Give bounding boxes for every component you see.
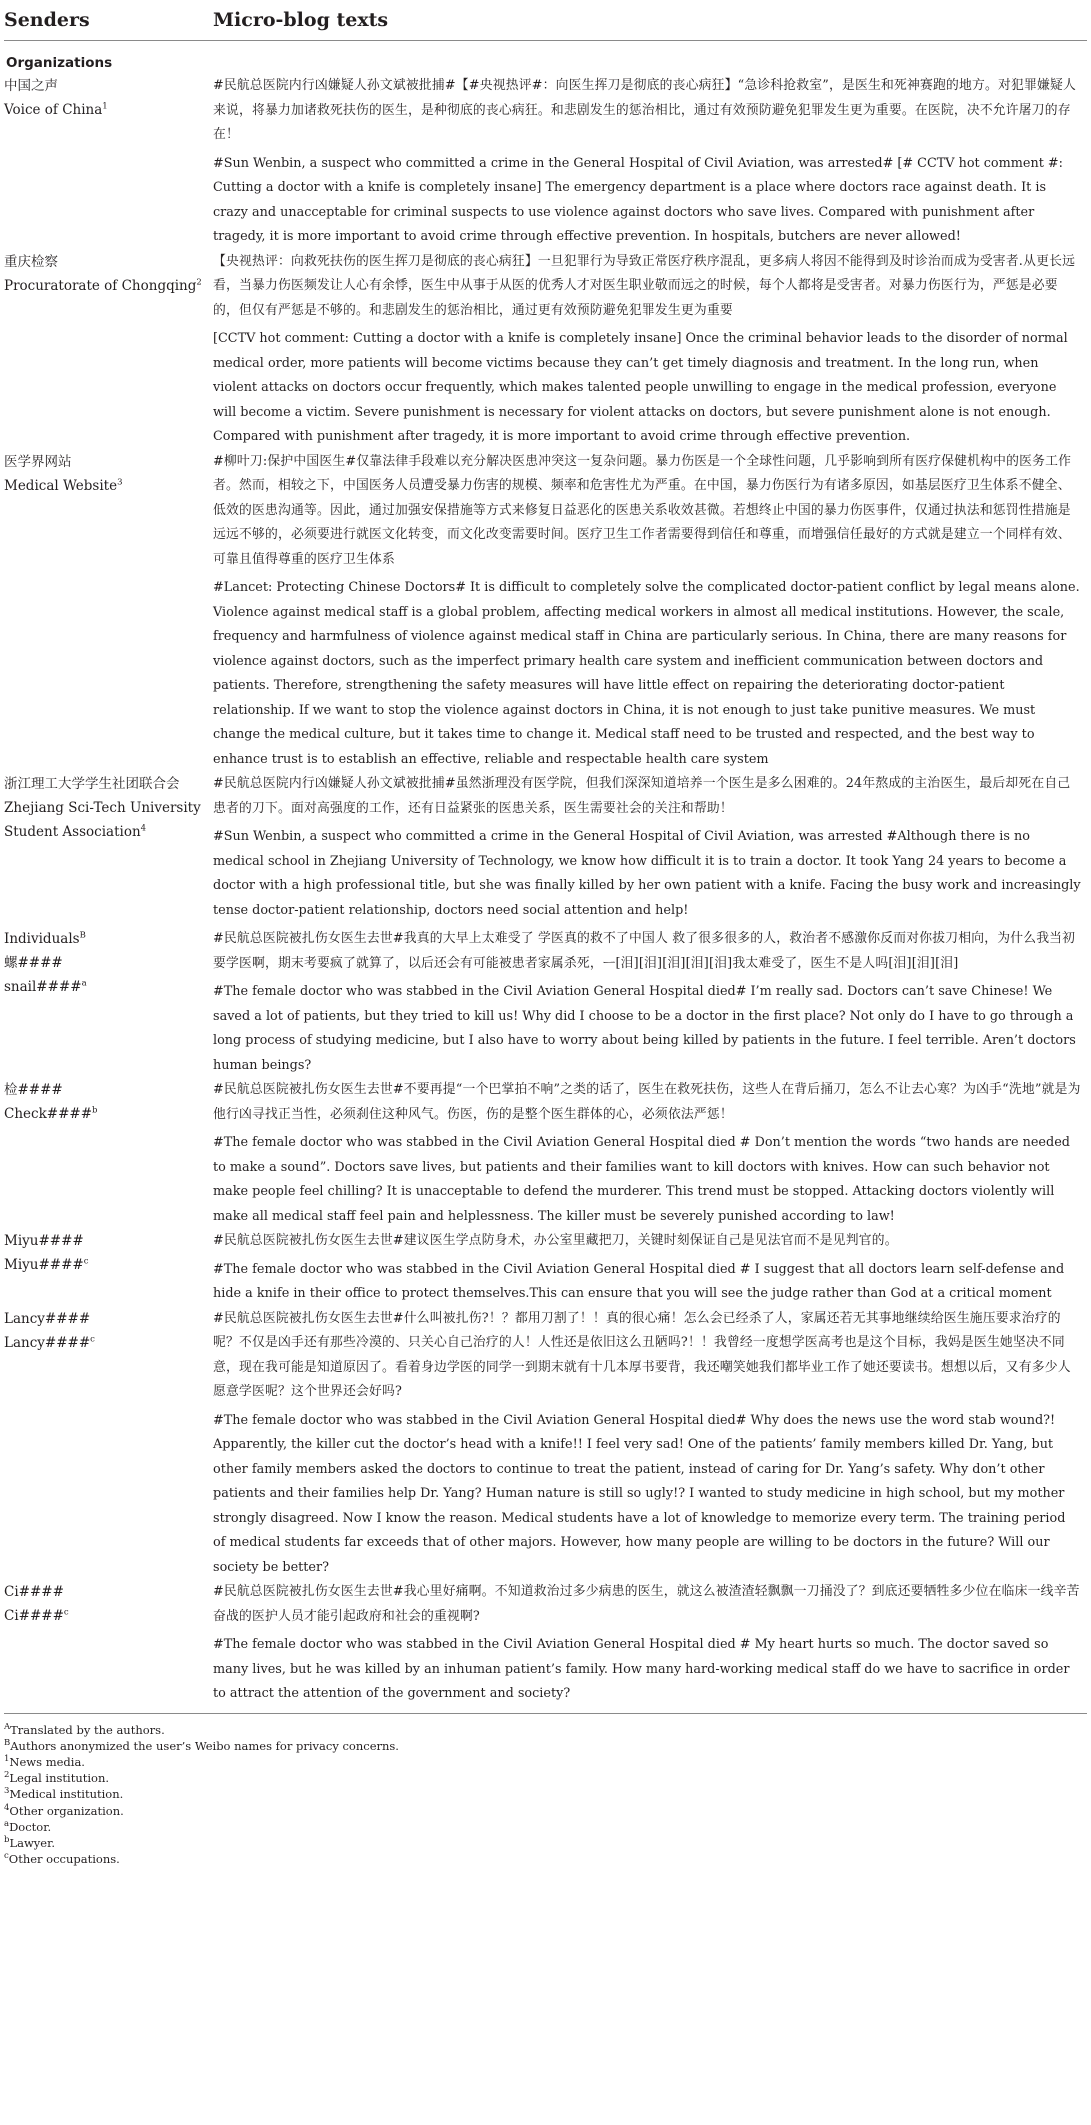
- table-row: [4, 772, 1087, 923]
- sender-cell: [4, 1580, 211, 1707]
- table-row: [4, 250, 1087, 450]
- sender-footnote-mark: B: [79, 930, 86, 941]
- sender-name-en: Check####$^b$: [4, 1105, 98, 1122]
- sender-name-zh: 中国之声: [4, 78, 58, 94]
- post-text-cell: [211, 1580, 1087, 1707]
- post-text-cell: [211, 450, 1087, 773]
- post-text-en: #The female doctor who was stabbed in the Civil Aviation General Hospital died # My heart hurts so much. The doctor saved so many lives, but he was killed by an inhuman patient’s family. How many hard-working medical staff do we have to sacrifice in order to attract the attention of the government and society?: [213, 1637, 1070, 1701]
- sender-name-en: Voice of China$^1$: [4, 101, 108, 118]
- footnote: $^B$Authors anonymized the user’s Weibo names for privacy concerns.: [4, 1737, 399, 1753]
- footnote: $^1$News media.: [4, 1754, 85, 1769]
- sender-cell: [4, 1078, 211, 1229]
- section-organizations: Organizations: [6, 55, 113, 71]
- post-text-en: #The female doctor who was stabbed in the Civil Aviation General Hospital died# Why does the news use the word stab wound?! Apparently, the killer cut the doctor’s head with a knife!! I feel very sad! One of the patients’ family members killed Dr. Yang, but other family members asked the doctors to continue to treat the patient, instead of caring for Dr. Yang’s safety. Why don’t other patients and their families help Dr. Yang? Human nature is still so ugly!? I wanted to study medicine in high school, but my mother strongly disagreed. Now I know the reason. Medical students have a lot of knowledge to memorize every term. The training period of medical students far exceeds that of other majors. However, how many people are willing to be doctors in the future? Will our society be better?: [213, 1412, 1066, 1575]
- post-text-cell: [211, 1078, 1087, 1229]
- post-text-en: #Lancet: Protecting Chinese Doctors# It is difficult to completely solve the complicated doctor-patient conflict by legal means alone. Violence against medical staff is a global problem, affecting medical workers in almost all medical institutions. However, the scale, frequency and harmfulness of violence against medical staff in China are particularly serious. In China, there are many reasons for violence against doctors, such as the imperfect primary health care system and inefficient communication between doctors and patients. Therefore, strengthening the safety measures will have little effect on repairing the deteriorating doctor-patient relationship. If we want to stop the violence against doctors in China, it is not enough to just take punitive measures. We must change the medical culture, but it takes time to change it. Medical staff need to be trusted and respected, and the best way to enhance trust is to establish an effective, reliable and respectable health care system: [213, 580, 1080, 767]
- post-text-zh: #民航总医院被扎伤女医生去世#我真的大早上太难受了 学医真的救不了中国人 救了很多很多的人，救治者不感激你反而对你拔刀相向，为什么我当初要学医啊，期末考要疯了就算了，以后还会有可能被患者家属杀死，ᅳ[泪][泪][泪][泪][泪]我太难受了，医生不是人吗[泪][泪][泪]: [213, 931, 1076, 971]
- sender-footnote-mark: c: [90, 1334, 95, 1344]
- sender-footnote-mark: b: [92, 1105, 98, 1116]
- footnotes: [4, 1714, 1087, 1868]
- table-row: [4, 1580, 1087, 1707]
- post-text-en: #The female doctor who was stabbed in the Civil Aviation General Hospital died # I suggest that all doctors learn self-defense and hide a knife in their office to protect themselves.This can ensure that you will see the judge rather than God at a critical moment: [213, 1261, 1065, 1301]
- sender-name-alt: Lancy####$^c$: [4, 1334, 95, 1351]
- post-text-zh: #民航总医院被扎伤女医生去世#不要再提“一个巴掌拍不响”之类的话了，医生在救死扶伤，这些人在背后捅刀，怎么不让去心寒？为凶手“洗地”就是为他行凶寻找正当性，必须刹住这种风气。伤医，伤的是整个医生群体的心，必须依法严惩！: [213, 1082, 1081, 1122]
- sender-footnote-mark: a: [81, 978, 87, 989]
- post-text-zh: #民航总医院被扎伤女医生去世#建议医生学点防身术，办公室里藏把刀，关键时刻保证自己是见法官而不是见判官的。: [213, 1233, 898, 1248]
- sender-footnote-mark: 4: [140, 823, 147, 834]
- sender-footnote-mark: 2: [196, 277, 202, 287]
- sender-name-alt: Ci####$^c$: [4, 1607, 69, 1624]
- sender-cell: [4, 1229, 211, 1307]
- table-row: [4, 1229, 1087, 1307]
- table-row: [4, 927, 1087, 1078]
- sender-name-zh: 浙江理工大学学生社团联合会: [4, 776, 180, 792]
- post-text-en: [CCTV hot comment: Cutting a doctor with a knife is completely insane] Once the criminal behavior leads to the disorder of normal medical order, more patients will become victims because they can’t get timely diagnosis and treatment. In the long run, when violent attacks on doctors occur frequently, which makes talented people unwilling to engage in the medical profession, everyone will become a victim. Severe punishment is necessary for violent attacks on doctors, but severe punishment alone is not enough. Compared with punishment after tragedy, it is more important to avoid crime through effective prevention.: [213, 331, 1068, 444]
- sender-name: Lancy####: [4, 1310, 91, 1327]
- sender-cell: [4, 74, 211, 250]
- post-text-cell: [211, 250, 1087, 450]
- post-text-en: #Sun Wenbin, a suspect who committed a crime in the General Hospital of Civil Aviation, was arrested #Although there is no medical school in Zhejiang University of Technology, we know how difficult it is to train a doctor. It took Yang 24 years to become a doctor with a high professional title, but she was finally killed by her own patient with a knife. Facing the busy work and increasingly tense doctor-patient relationship, doctors need social attention and help!: [213, 829, 1081, 918]
- footnote: $^A$Translated by the authors.: [4, 1721, 165, 1737]
- sender-cell: [4, 250, 211, 450]
- post-text-cell: [211, 1307, 1087, 1581]
- post-text-cell: [211, 1229, 1087, 1307]
- table-row: [4, 1307, 1087, 1581]
- sender-name-en: Zhejiang Sci-Tech University: [4, 800, 201, 816]
- post-text-zh: 【央视热评：向救死扶伤的医生挥刀是彻底的丧心病狂】一旦犯罪行为导致正常医疗秩序混乱，更多病人将因不能得到及时诊治而成为受害者.从更长远看，当暴力伤医频发让人心有余悸，医生中从事于从医的优秀人才对医生职业敬而远之的时候，每个人都将是受害者。对暴力伤医行为，严惩是必要的，但仅有严惩是不够的。和悲剧发生的惩治相比，通过更有效预防避免犯罪发生更为重要: [213, 253, 1076, 318]
- sender-group-label: Individuals$^B$: [4, 930, 86, 947]
- sender-name-zh: 检####: [4, 1082, 63, 1098]
- table-row: [4, 74, 1087, 250]
- sender-name-en: Medical Website$^3$: [4, 477, 123, 494]
- post-text-zh: #民航总医院被扎伤女医生去世#什么叫被扎伤?！？都用刀割了！！真的很心痛！怎么会已经杀了人，家属还若无其事地继续给医生施压要求治疗的呢？不仅是凶手还有那些冷漠的、只关心自己治疗的人！人性还是依旧这么丑陋吗?！！我曾经一度想学医高考也是这个目标，我妈是医生她坚决不同意，现在我可能是知道原因了。看着身边学医的同学一到期末就有十几本厚书要背，我还嘲笑她我们都毕业工作了她还要读书。想想以后，又有多少人愿意学医呢？这个世界还会好吗?: [213, 1310, 1071, 1399]
- post-text-zh: #民航总医院被扎伤女医生去世#我心里好痛啊。不知道救治过多少病患的医生，就这么被渣渣轻飘飘一刀捅没了？到底还要牺牲多少位在临床一线辛苦奋战的医护人员才能引起政府和社会的重视啊?: [213, 1584, 1080, 1624]
- post-text-en: #The female doctor who was stabbed in the Civil Aviation General Hospital died # Don’t mention the words “two hands are needed to make a sound”. Doctors save lives, but patients and their families want to kill doctors with knives. How can such behavior not make people feel chilling? It is unacceptable to defend the murderer. This trend must be stopped. Attacking doctors violently will make all medical staff feel pain and helplessness. The killer must be severely punished according to law!: [213, 1135, 1070, 1224]
- footnote: $^a$Doctor.: [4, 1818, 52, 1834]
- post-text-cell: [211, 772, 1087, 923]
- post-text-cell: [211, 927, 1087, 1078]
- sender-name-en: Procuratorate of Chongqing$^2$: [4, 277, 202, 294]
- footnote: $^c$Other occupations.: [4, 1851, 120, 1867]
- footnote: $^2$Legal institution.: [4, 1770, 110, 1786]
- sender-cell: [4, 927, 211, 1078]
- sender-cell: [4, 450, 211, 773]
- sender-cell: [4, 1307, 211, 1581]
- table-header: [4, 0, 1087, 41]
- sender-name: Ci####: [4, 1584, 64, 1600]
- sender-footnote-mark: c: [83, 1256, 89, 1267]
- table-row: [4, 1078, 1087, 1229]
- post-text-en: #Sun Wenbin, a suspect who committed a crime in the General Hospital of Civil Aviation, was arrested# [# CCTV hot comment #: Cutting a doctor with a knife is completely insane] The emergency department is a place where doctors race against death. It is crazy and unacceptable for criminal suspects to use violence against doctors who save lives. Compared with punishment after tragedy, it is more important to avoid crime through effective prevention. In hospitals, butchers are never allowed!: [213, 155, 1063, 244]
- sender-footnote-mark: c: [63, 1607, 69, 1618]
- table-row: [4, 450, 1087, 773]
- sender-name-zh: 重庆检察: [4, 253, 58, 270]
- post-text-en: #The female doctor who was stabbed in the Civil Aviation General Hospital died# I’m really sad. Doctors can’t save Chinese! We saved a lot of patients, but they tried to kill us! Why did I choose to be a doctor in the first place? Not only do I have to go through a long process of studying medicine, but I also have to worry about being killed by patients in the future. I feel terrible. Aren’t doctors human beings?: [213, 984, 1076, 1073]
- sender-name-zh: 螺####: [4, 955, 63, 971]
- footnote: $^b$Lawyer.: [4, 1835, 55, 1850]
- post-text-cell: [211, 74, 1087, 250]
- sender-cell: [4, 772, 211, 923]
- sender-footnote-mark: 3: [117, 477, 123, 487]
- sender-name-alt: Miyu####$^c$: [4, 1256, 89, 1273]
- post-text-zh: #民航总医院内行凶嫌疑人孙文斌被批捕#【#央视热评#：向医生挥刀是彻底的丧心病狂】“急诊科抢救室”，是医生和死神赛跑的地方。对犯罪嫌疑人来说，将暴力加诸救死扶伤的医生，是种彻底的丧心病狂。和悲剧发生的惩治相比，通过有效预防避免犯罪发生更为重要。在医院，决不允许屠刀的存在！: [213, 78, 1076, 142]
- header-senders: Senders: [4, 9, 90, 31]
- footnote: $^3$Medical institution.: [4, 1786, 124, 1802]
- sender-footnote-mark: 1: [102, 101, 108, 112]
- sender-name-zh: 医学界网站: [4, 453, 72, 470]
- header-texts: Micro-blog texts: [213, 9, 389, 31]
- sender-name: Miyu####: [4, 1233, 84, 1249]
- post-text-zh: #民航总医院内行凶嫌疑人孙文斌被批捕#虽然浙理没有医学院，但我们深深知道培养一个医生是多么困难的。24年熬成的主治医生，最后却死在自己患者的刀下。面对高强度的工作，还有日益紧张的医患关系，医生需要社会的关注和帮助！: [213, 776, 1071, 816]
- sender-name-en-cont: Student Association$^4$: [4, 823, 147, 840]
- post-text-zh: #柳叶刀:保护中国医生#仅靠法律手段难以充分解决医患冲突这一复杂问题。暴力伤医是一个全球性问题，几乎影响到所有医疗保健机构中的医务工作者。然而，相较之下，中国医务人员遭受暴力伤害的规模、频率和危害性尤为严重。在中国，暴力伤医行为有诸多原因，如基层医疗卫生体系不健全、低效的医患沟通等。因此，通过加强安保措施等方式来修复日益恶化的医患关系收效甚微。若想终止中国的暴力伤医事件，仅通过执法和惩罚性措施是远远不够的，必须要进行就医文化转变，而文化改变需要时间。医疗卫生工作者需要得到信任和尊重，而增强信任最好的方式就是建立一个同样有效、可靠且值得尊重的医疗卫生体系: [213, 453, 1072, 567]
- sender-name-en: snail####$^a$: [4, 978, 87, 995]
- footnote: $^4$Other organization.: [4, 1802, 124, 1818]
